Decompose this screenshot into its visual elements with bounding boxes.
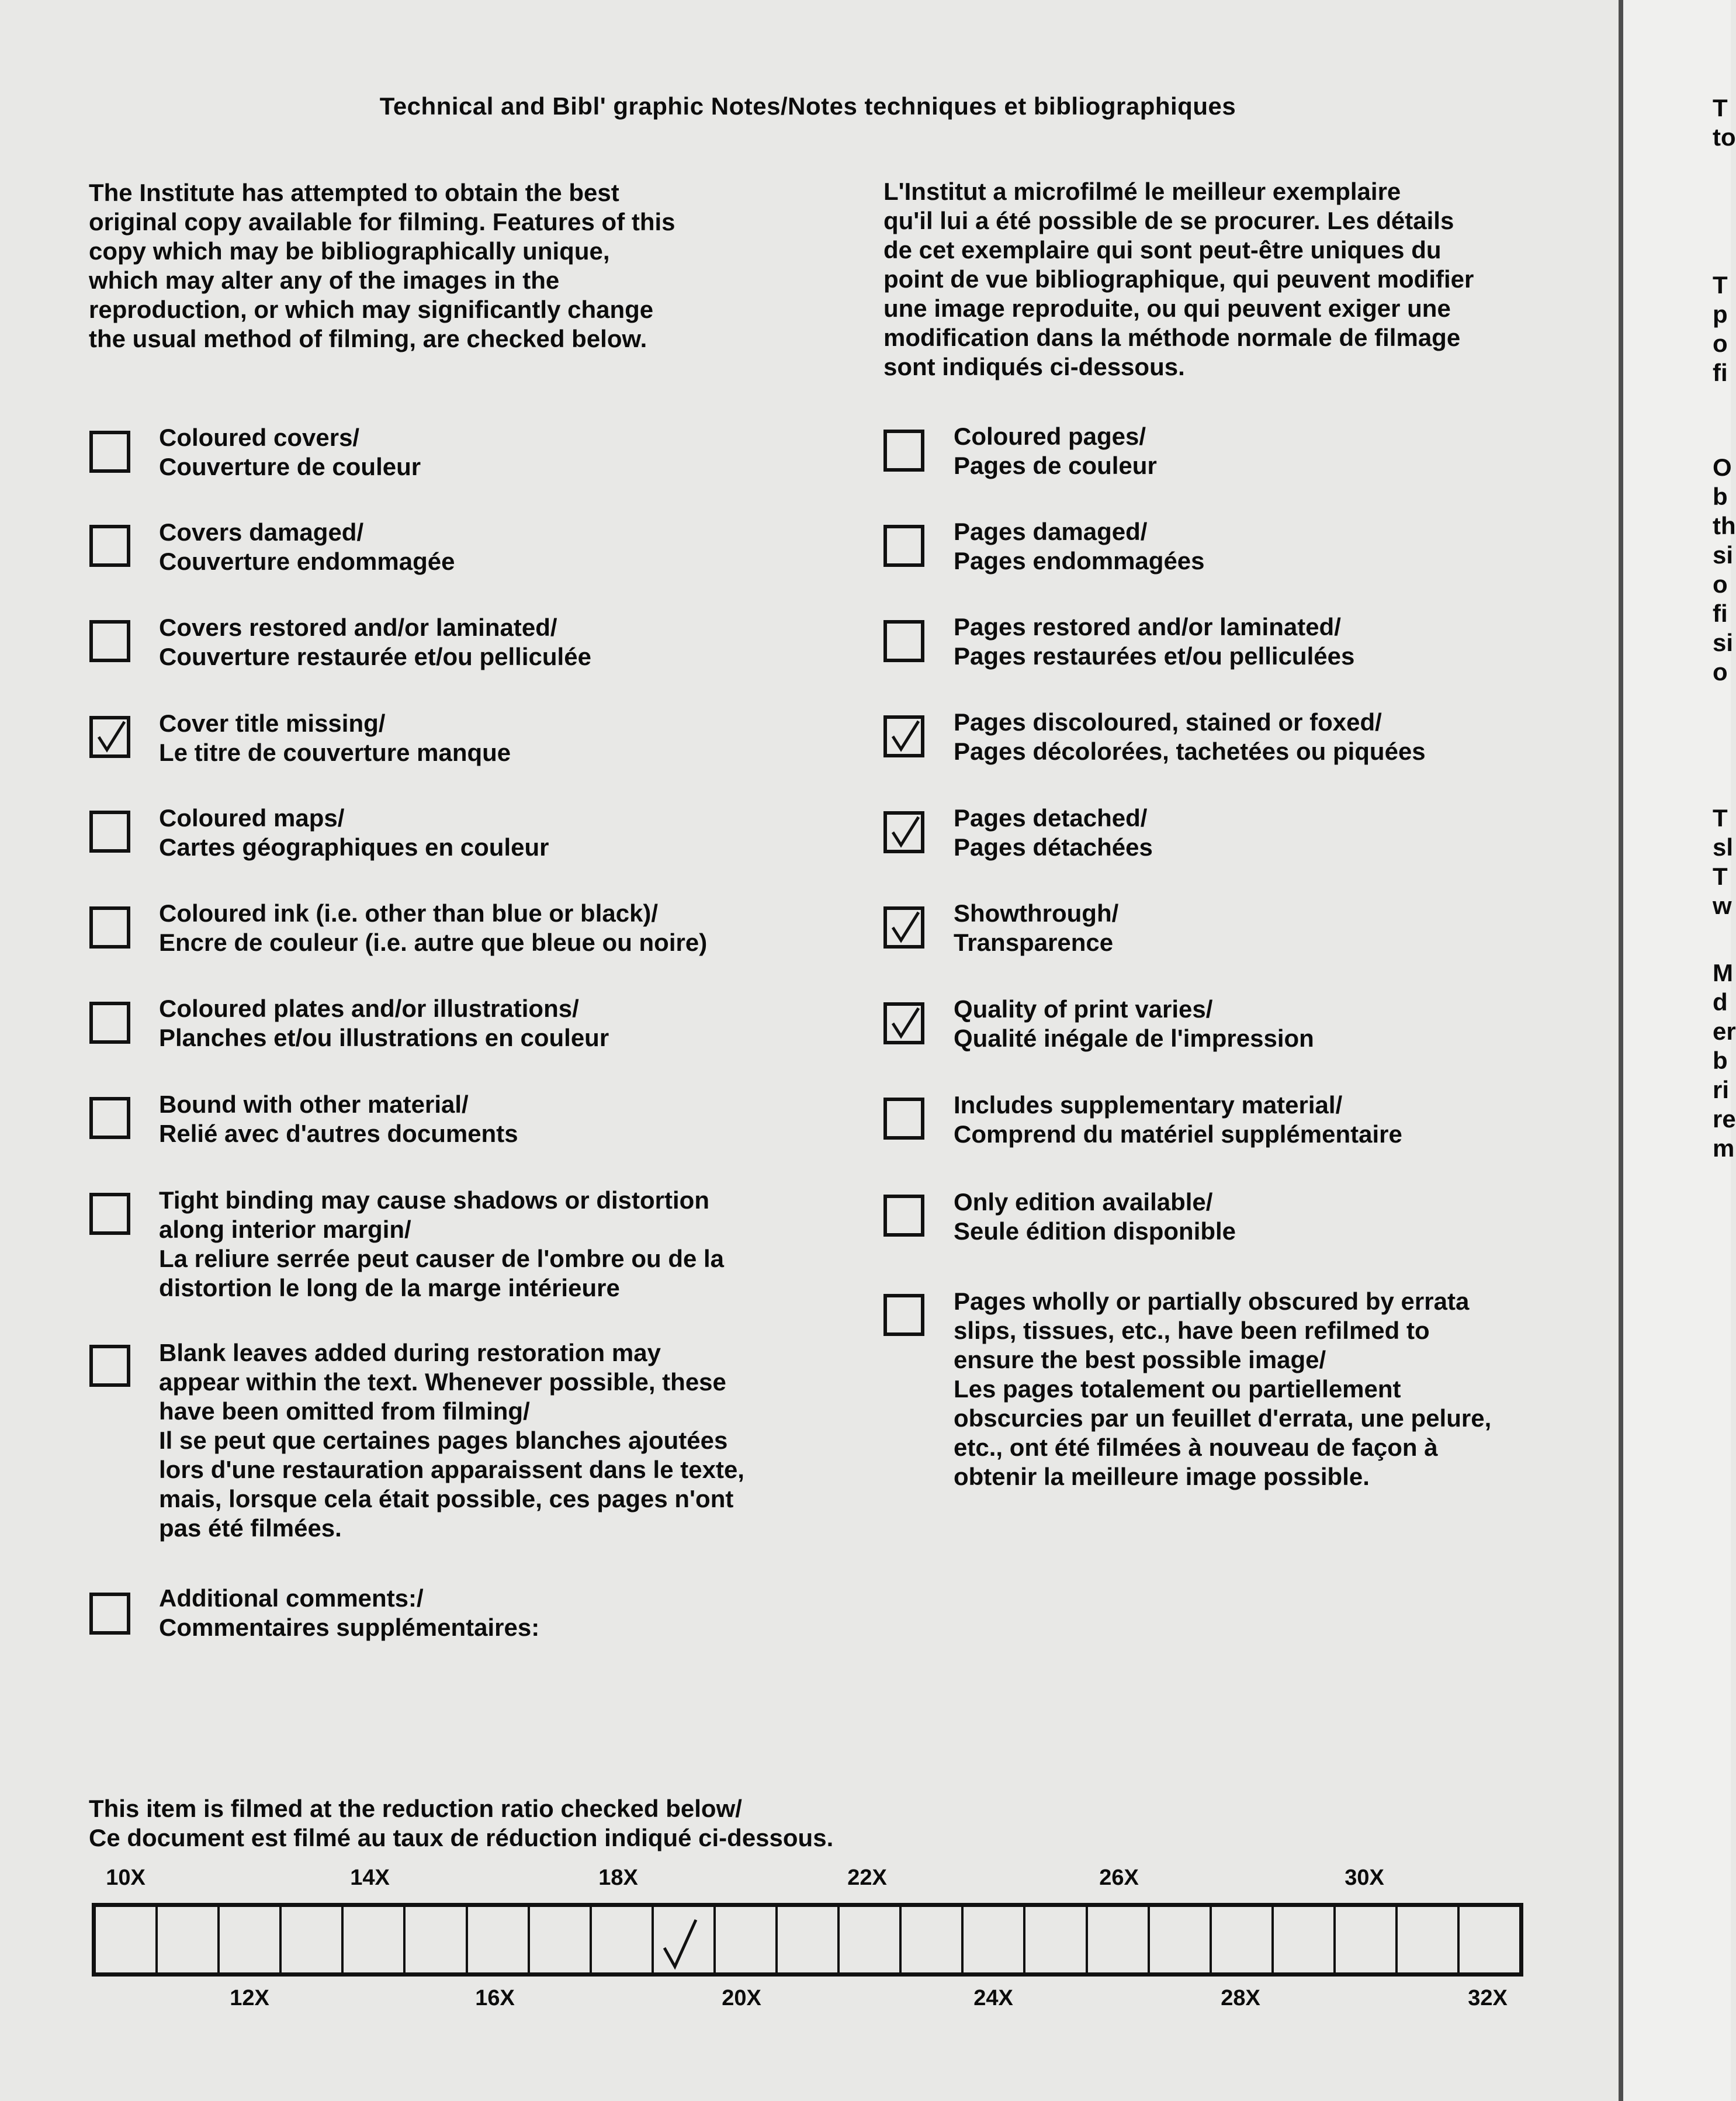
label-quality-print: Quality of print varies/ Qualité inégale de l'impression [954,995,1314,1052]
ratio-cell[interactable] [406,1907,467,1972]
checkbox-pages-discoloured[interactable] [883,715,924,757]
checkbox-coloured-covers[interactable] [89,431,130,473]
label-coloured-maps: Coloured maps/ Cartes géographiques en couleur [159,804,549,861]
ratio-cell[interactable] [530,1907,592,1972]
page-edge-divider [1619,0,1623,2101]
label-tight-binding: Tight binding may cause shadows or distortion along interior margin/ La reliure serrée peut causer de l'ombre ou de la distortion le long de la marge intérieure [159,1186,725,1302]
label-showthrough: Showthrough/ Transparence [954,899,1119,956]
ratio-cell[interactable] [840,1907,902,1972]
ratio-cell[interactable] [1150,1907,1212,1972]
ratio-cell[interactable] [158,1907,220,1972]
checkbox-pages-detached[interactable] [883,811,924,853]
checkbox-pages-damaged[interactable] [883,525,924,567]
label-supplementary-material: Includes supplementary material/ Comprend du matériel supplémentaire [954,1091,1402,1148]
checkbox-quality-print[interactable] [883,1002,924,1044]
label-coloured-covers: Coloured covers/ Couverture de couleur [159,424,421,480]
label-coloured-ink: Coloured ink (i.e. other than blue or black)/ Encre de couleur (i.e. autre que bleue ou noire) [159,899,708,956]
label-pages-restored: Pages restored and/or laminated/ Pages restaurées et/ou pelliculées [954,613,1355,670]
label-additional-comments: Additional comments:/ Commentaires supplémentaires: [159,1584,540,1641]
reduction-ratio-ruler [92,1903,1523,1977]
checkbox-blank-leaves[interactable] [89,1345,130,1387]
checkbox-showthrough[interactable] [883,906,924,949]
next-page-fragment: T sl T w [1713,804,1734,919]
ratio-cell[interactable] [964,1907,1025,1972]
checkbox-coloured-maps[interactable] [89,811,130,853]
tick-bottom: 24X [973,1986,1013,2010]
tick-top: 22X [847,1865,887,1890]
checkbox-pages-obscured[interactable] [883,1294,924,1336]
ratio-cell[interactable] [1336,1907,1398,1972]
checkbox-covers-damaged[interactable] [89,525,130,567]
next-page-fragment: O b th si o fi si o [1713,454,1736,686]
label-pages-discoloured: Pages discoloured, stained or foxed/ Pages décolorées, tachetées ou piquées [954,708,1426,765]
reduction-ratio-text: This item is filmed at the reduction ratio checked below/ Ce document est filmé au taux de réduction indiqué ci-dessous. [89,1795,834,1851]
check-mark-icon [660,1917,701,1969]
ratio-cell[interactable] [96,1907,158,1972]
tick-bottom: 12X [230,1986,269,2010]
label-cover-title-missing: Cover title missing/ Le titre de couverture manque [159,709,511,766]
ratio-cell[interactable] [282,1907,344,1972]
label-pages-detached: Pages detached/ Pages détachées [954,804,1153,861]
tick-bottom: 16X [475,1986,515,2010]
ratio-cell[interactable] [1460,1907,1519,1972]
next-page-fragment: T p o fi [1713,271,1728,386]
check-mark-icon [889,719,922,755]
ratio-cell[interactable] [1025,1907,1087,1972]
tick-top: 26X [1099,1865,1139,1890]
checkbox-cover-title-missing[interactable] [89,716,130,758]
next-page-edge [1623,0,1736,2101]
ratio-cell[interactable] [778,1907,840,1972]
label-coloured-pages: Coloured pages/ Pages de couleur [954,423,1157,479]
label-covers-restored: Covers restored and/or laminated/ Couverture restaurée et/ou pelliculée [159,614,591,670]
checkbox-coloured-ink[interactable] [89,906,130,949]
check-mark-icon [889,1006,922,1042]
tick-bottom: 32X [1468,1986,1508,2010]
checkbox-coloured-plates[interactable] [89,1002,130,1044]
ratio-cell-checked[interactable] [654,1907,716,1972]
tick-top: 10X [106,1865,145,1890]
ratio-cell[interactable] [220,1907,282,1972]
checkbox-pages-restored[interactable] [883,620,924,662]
tick-bottom: 20X [722,1986,761,2010]
ratio-cell[interactable] [1274,1907,1336,1972]
ratio-cell[interactable] [468,1907,530,1972]
label-covers-damaged: Covers damaged/ Couverture endommagée [159,518,455,575]
checkbox-supplementary-material[interactable] [883,1098,924,1140]
page-title: Technical and Bibl' graphic Notes/Notes techniques et bibliographiques [379,92,1236,120]
checkbox-bound-with-other[interactable] [89,1097,130,1139]
label-bound-with-other: Bound with other material/ Relié avec d'autres documents [159,1091,518,1147]
label-only-edition: Only edition available/ Seule édition disponible [954,1188,1236,1245]
next-page-fragment: M d er b ri re m [1713,959,1736,1162]
tick-bottom: 28X [1221,1986,1260,2010]
label-pages-damaged: Pages damaged/ Pages endommagées [954,518,1205,574]
check-mark-icon [889,815,922,851]
checkbox-additional-comments[interactable] [89,1593,130,1635]
ratio-cell[interactable] [1398,1907,1460,1972]
intro-french: L'Institut a microfilmé le meilleur exemplaire qu'il lui a été possible de se procurer. Les détails de cet exemplaire qui sont peut-être uniques du point de vue bibliographique, qui peuvent modifier une image reproduite, ou qui peuvent exiger une modification dans la méthode normale de filmage sont indiqués ci-dessous. [883,178,1474,380]
check-mark-icon [95,719,128,756]
check-mark-icon [889,910,922,946]
ratio-cell[interactable] [592,1907,654,1972]
intro-english: The Institute has attempted to obtain the best original copy available for filming. Features of this copy which may be bibliographically unique, which may alter any of the images in the reproduction, or which may significantly change the usual method of filming, are checked below. [89,179,675,352]
checkbox-coloured-pages[interactable] [883,430,924,472]
tick-top: 30X [1345,1865,1384,1890]
label-pages-obscured: Pages wholly or partially obscured by errata slips, tissues, etc., have been refilmed to ensure the best possible image/ Les pages totalement ou partiellement obscurcies par un feuillet d'errata, une pelure, etc., ont été filmées à nouveau de façon à obtenir la meilleure image possible. [954,1287,1492,1490]
ratio-cell[interactable] [1088,1907,1150,1972]
ratio-cell[interactable] [716,1907,778,1972]
checkbox-only-edition[interactable] [883,1195,924,1237]
ratio-cell[interactable] [902,1907,964,1972]
next-page-fragment: T to [1713,94,1736,151]
tick-top: 14X [350,1865,390,1890]
label-coloured-plates: Coloured plates and/or illustrations/ Planches et/ou illustrations en couleur [159,995,609,1051]
label-blank-leaves: Blank leaves added during restoration may appear within the text. Whenever possible, these have been omitted from filming/ Il se peut que certaines pages blanches ajoutées lors d'une restauration apparaissent dans le texte, mais, lorsque cela était possible, ces pages n'ont pas été filmées. [159,1339,744,1542]
checkbox-covers-restored[interactable] [89,620,130,662]
checkbox-tight-binding[interactable] [89,1193,130,1235]
ratio-cell[interactable] [344,1907,406,1972]
ratio-cell[interactable] [1212,1907,1274,1972]
tick-top: 18X [598,1865,638,1890]
